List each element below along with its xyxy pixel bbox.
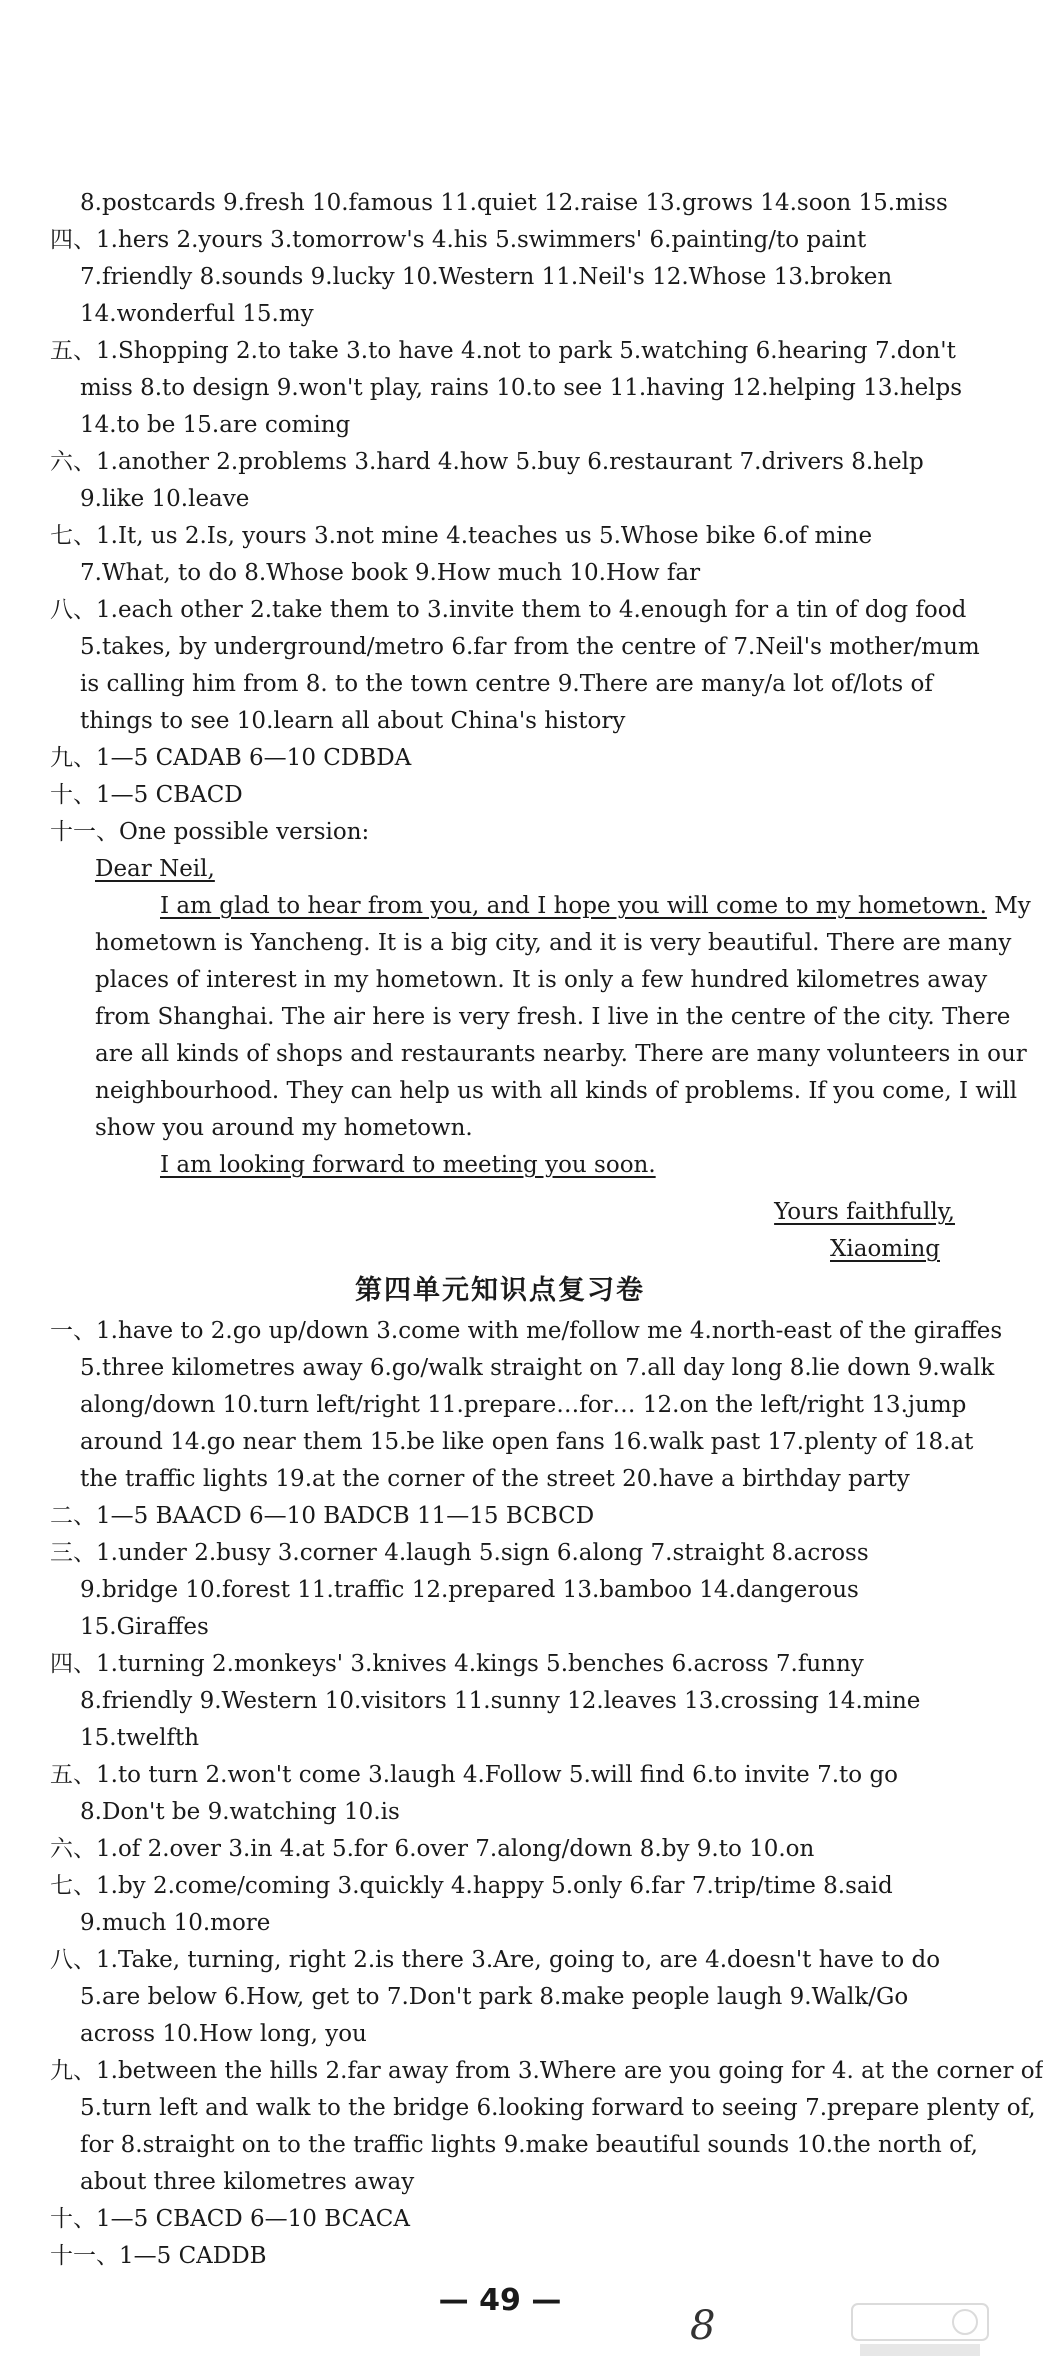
letter-greeting: [0, 851, 1000, 888]
answer-line: 5.turn left and walk to the bridge 6.looking forward to seeing 7.prepare plenty of,: [80, 2095, 1036, 2121]
answer-line: across 10.How long, you: [80, 2021, 367, 2047]
answer-line: 9.much 10.more: [80, 1910, 271, 1936]
answer-line: 三、1.under 2.busy 3.corner 4.laugh 5.sign 6.along 7.straight 8.across: [50, 1540, 869, 1566]
watermark-logo-icon: [850, 2300, 990, 2360]
letter-body-line: from Shanghai. The air here is very fresh. I live in the centre of the city. There: [95, 1004, 1011, 1030]
answer-line: 八、1.each other 2.take them to 3.invite them to 4.enough for a tin of dog food: [50, 597, 967, 623]
answer-line: 14.wonderful 15.my: [80, 301, 314, 327]
answer-line: 二、1—5 BAACD 6—10 BADCB 11—15 BCBCD: [50, 1503, 595, 1529]
answer-line: 5.are below 6.How, get to 7.Don't park 8.make people laugh 9.Walk/Go: [80, 1984, 909, 2010]
answer-line: the traffic lights 19.at the corner of the street 20.have a birthday party: [80, 1466, 910, 1492]
answer-line: 5.takes, by underground/metro 6.far from the centre of 7.Neil's mother/mum: [80, 634, 980, 660]
answer-line: 十、1—5 CBACD: [50, 782, 243, 808]
letter-first-sentence: I am glad to hear from you, and I hope you will come to my hometown.: [160, 893, 987, 919]
letter-body-line: show you around my hometown.: [95, 1115, 473, 1141]
review-answers-block: [0, 185, 1000, 851]
answer-line: things to see 10.learn all about China's history: [80, 708, 626, 734]
letter-signoff: [0, 1194, 1000, 1231]
answer-line: 八、1.Take, turning, right 2.is there 3.Are, going to, are 4.doesn't have to do: [50, 1947, 941, 1973]
answer-line: 7.What, to do 8.Whose book 9.How much 10.How far: [80, 560, 701, 586]
answer-line: is calling him from 8. to the town centre 9.There are many/a lot of/lots of: [80, 671, 933, 697]
letter-body-line: are all kinds of shops and restaurants nearby. There are many volunteers in our: [95, 1041, 1027, 1067]
answer-line: 十一、One possible version:: [50, 819, 370, 845]
answer-line: 9.bridge 10.forest 11.traffic 12.prepared 13.bamboo 14.dangerous: [80, 1577, 859, 1603]
answer-line: 15.twelfth: [80, 1725, 200, 1751]
answer-line: 五、1.Shopping 2.to take 3.to have 4.not to park 5.watching 6.hearing 7.don't: [50, 338, 956, 364]
answer-line: 七、1.by 2.come/coming 3.quickly 4.happy 5.only 6.far 7.trip/time 8.said: [50, 1873, 893, 1899]
answer-line: 8.Don't be 9.watching 10.is: [80, 1799, 400, 1825]
letter-closing-line: [0, 1147, 1000, 1184]
answer-line: about three kilometres away: [80, 2169, 415, 2195]
letter-body-line: hometown is Yancheng. It is a big city, and it is very beautiful. There are many: [95, 930, 1012, 956]
answer-line: along/down 10.turn left/right 11.prepare…for… 12.on the left/right 13.jump: [80, 1392, 967, 1418]
letter-greeting-text: Dear Neil,: [95, 856, 215, 882]
letter-signature: [0, 1231, 1000, 1268]
letter-first-tail: My: [994, 893, 1031, 919]
answer-line: around 14.go near them 15.be like open fans 16.walk past 17.plenty of 18.at: [80, 1429, 974, 1455]
answer-line: 一、1.have to 2.go up/down 3.come with me/follow me 4.north-east of the giraffes: [50, 1318, 1003, 1344]
handwritten-mark: 8: [690, 2303, 716, 2349]
letter-first-line: [0, 888, 1031, 925]
answer-line: 8.friendly 9.Western 10.visitors 11.sunny 12.leaves 13.crossing 14.mine: [80, 1688, 921, 1714]
unit4-review-section: [0, 1268, 1043, 2275]
page-number-text: 49: [479, 2283, 521, 2318]
answer-line: 六、1.of 2.over 3.in 4.at 5.for 6.over 7.along/down 8.by 9.to 10.on: [50, 1836, 815, 1862]
answer-line: for 8.straight on to the traffic lights 9.make beautiful sounds 10.the north of,: [80, 2132, 978, 2158]
answer-line: 十一、1—5 CADDB: [50, 2243, 267, 2269]
answer-line: 四、1.hers 2.yours 3.tomorrow's 4.his 5.swimmers' 6.painting/to paint: [50, 227, 867, 253]
answer-line: 五、1.to turn 2.won't come 3.laugh 4.Follow 5.will find 6.to invite 7.to go: [50, 1762, 899, 1788]
letter-body-line: neighbourhood. They can help us with all kinds of problems. If you come, I will: [95, 1078, 1018, 1104]
answer-line: 8.postcards 9.fresh 10.famous 11.quiet 12.raise 13.grows 14.soon 15.miss: [80, 190, 948, 216]
letter-closing-text: I am looking forward to meeting you soon.: [160, 1152, 656, 1178]
section-title: 第四单元知识点复习卷: [355, 1275, 645, 1306]
answer-line: miss 8.to design 9.won't play, rains 10.to see 11.having 12.helping 13.helps: [80, 375, 963, 401]
page-number: — 49 —: [438, 2283, 562, 2318]
answer-line: 四、1.turning 2.monkeys' 3.knives 4.kings 5.benches 6.across 7.funny: [50, 1651, 864, 1677]
letter-signoff-text: Yours faithfully,: [774, 1199, 955, 1225]
answer-line: 九、1.between the hills 2.far away from 3.Where are you going for 4. at the corner of: [50, 2058, 1043, 2084]
answer-line: 九、1—5 CADAB 6—10 CDBDA: [50, 745, 412, 771]
answer-line: 十、1—5 CBACD 6—10 BCACA: [50, 2206, 410, 2232]
answer-line: 14.to be 15.are coming: [80, 412, 351, 438]
letter-body-line: places of interest in my hometown. It is only a few hundred kilometres away: [95, 967, 988, 993]
answer-line: 七、1.It, us 2.Is, yours 3.not mine 4.teaches us 5.Whose bike 6.of mine: [50, 523, 873, 549]
letter-signature-text: Xiaoming: [830, 1236, 940, 1262]
answer-line: 5.three kilometres away 6.go/walk straight on 7.all day long 8.lie down 9.walk: [80, 1355, 995, 1381]
answer-line: 9.like 10.leave: [80, 486, 250, 512]
answer-line: 7.friendly 8.sounds 9.lucky 10.Western 11.Neil's 12.Whose 13.broken: [80, 264, 893, 290]
answer-line: 六、1.another 2.problems 3.hard 4.how 5.buy 6.restaurant 7.drivers 8.help: [50, 449, 924, 475]
answer-line: 15.Giraffes: [80, 1614, 209, 1640]
sample-letter: [0, 851, 1031, 1268]
